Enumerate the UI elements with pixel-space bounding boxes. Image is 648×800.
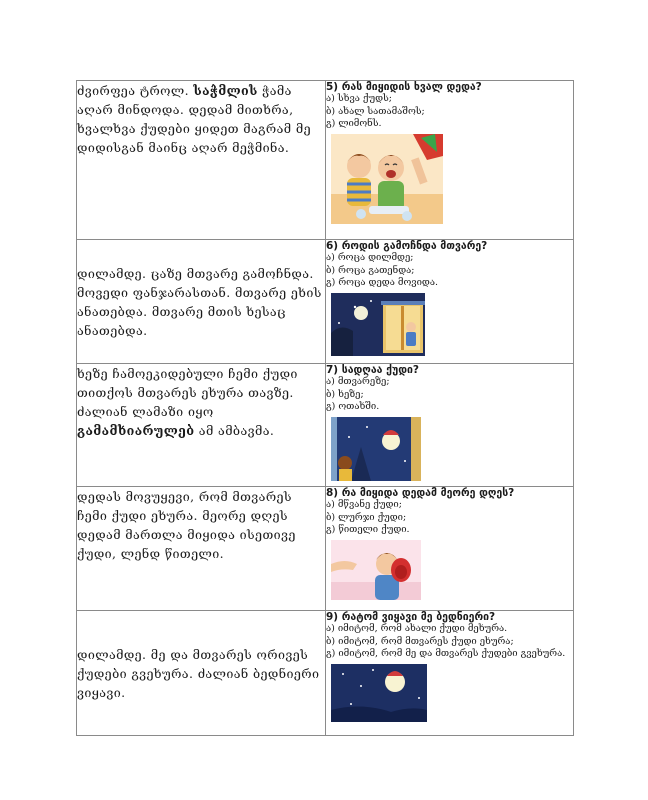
reading-worksheet-table xyxy=(76,80,574,736)
table-row xyxy=(77,81,574,240)
answer-option: გ) ოთახში. xyxy=(326,401,380,412)
story-cell xyxy=(77,487,326,611)
story-cell xyxy=(77,364,326,487)
question-title: 9) რატომ ვიყავი მე ბედნიერი? xyxy=(326,611,496,623)
answer-option: ა) მწვანე ქუდი; xyxy=(326,499,402,510)
answer-option: ა) მთვარეზე; xyxy=(326,376,390,387)
answer-option: ა) როცა დილმდე; xyxy=(326,252,414,263)
story-text: ჭამა აღარ მინდოდა. დედამ მითხრა, ხვალხვა ქუდები ყიდეთ მაგრამ მე დიდისგან მაინც აღარ მეჭმინა. xyxy=(77,83,312,155)
answer-option: ბ) ხეზე; xyxy=(326,388,364,400)
answer-option: ა) სხვა ქუდს; xyxy=(326,93,392,104)
question-title: 7) სადღაა ქუდი? xyxy=(326,364,419,376)
question-cell xyxy=(326,364,574,487)
story-text: ხეზე ჩამოეკიდებული ჩემი ქუდი თითქოს მთვარეს ეხურა თავზე. ძალიან ლამაზი იყო xyxy=(77,366,298,419)
story-cell xyxy=(77,611,326,736)
story-text: დილამდე. მე და მთვარეს ორივეს ქუდები გვეხურა. ძალიან ბედნიერი ვიყავი. xyxy=(77,646,320,700)
table-row xyxy=(77,364,574,487)
question-title: 5) რას მიყიდის ხვალ დედა? xyxy=(326,81,482,93)
table-row xyxy=(77,240,574,364)
story-cell xyxy=(77,81,326,240)
story-text: დედას მოვუყევი, რომ მთვარეს ჩემი ქუდი ეხურა. მეორე დღეს დედამ მართლა მიყიდა ისეთივე ქუდი, ლენდ წითელი. xyxy=(77,489,296,561)
answer-option: ა) იმიტომ, რომ ახალი ქუდი მეხურა. xyxy=(326,623,508,634)
question-cell xyxy=(326,240,574,364)
table-row xyxy=(77,611,574,736)
crying-boys-illustration xyxy=(331,134,443,224)
table-row xyxy=(77,487,574,611)
answer-option: ბ) ლურჯი ქუდი; xyxy=(326,511,407,523)
story-text: დილამდე. ცაზე მთვარე გამოჩნდა. მოვედი ფანჯარასთან. მთვარე ეხის ანათებდა. მთვარე მთის ხესაც ანათებდა. xyxy=(77,265,322,338)
question-cell xyxy=(326,487,574,611)
story-text: ამ ამბავმა. xyxy=(194,423,275,438)
question-title: 8) რა მიყიდა დედამ მეორე დღეს? xyxy=(326,487,515,499)
story-cell xyxy=(77,240,326,364)
answer-option: გ) ლიმონს. xyxy=(326,118,382,129)
question-cell xyxy=(326,81,574,240)
question-title: 6) როდის გამოჩნდა მთვარე? xyxy=(326,240,488,252)
moon-window-illustration xyxy=(331,293,425,356)
story-bold-text: გამამხიარულებ xyxy=(77,423,195,438)
answer-option: გ) იმიტომ, რომ მე და მთვარეს ქუდები გვეხურა. xyxy=(326,648,566,659)
answer-option: ბ) იმიტომ, რომ მთვარეს ქუდი ეხურა; xyxy=(326,635,514,647)
story-text: ძვირფეა ტროლ. xyxy=(77,83,194,98)
answer-option: გ) როცა დედა მოვიდა. xyxy=(326,277,438,288)
answer-option: გ) წითელი ქუდი. xyxy=(326,524,410,535)
moon-in-tree-illustration xyxy=(331,417,421,481)
answer-option: ბ) ახალ სათამაშოს; xyxy=(326,105,425,117)
story-bold-text: საჭმლის xyxy=(193,83,258,98)
question-cell xyxy=(326,611,574,736)
night-sky-moon-illustration xyxy=(331,664,427,722)
red-hat-gift-illustration xyxy=(331,540,421,600)
answer-option: ბ) როცა გათენდა; xyxy=(326,264,415,276)
